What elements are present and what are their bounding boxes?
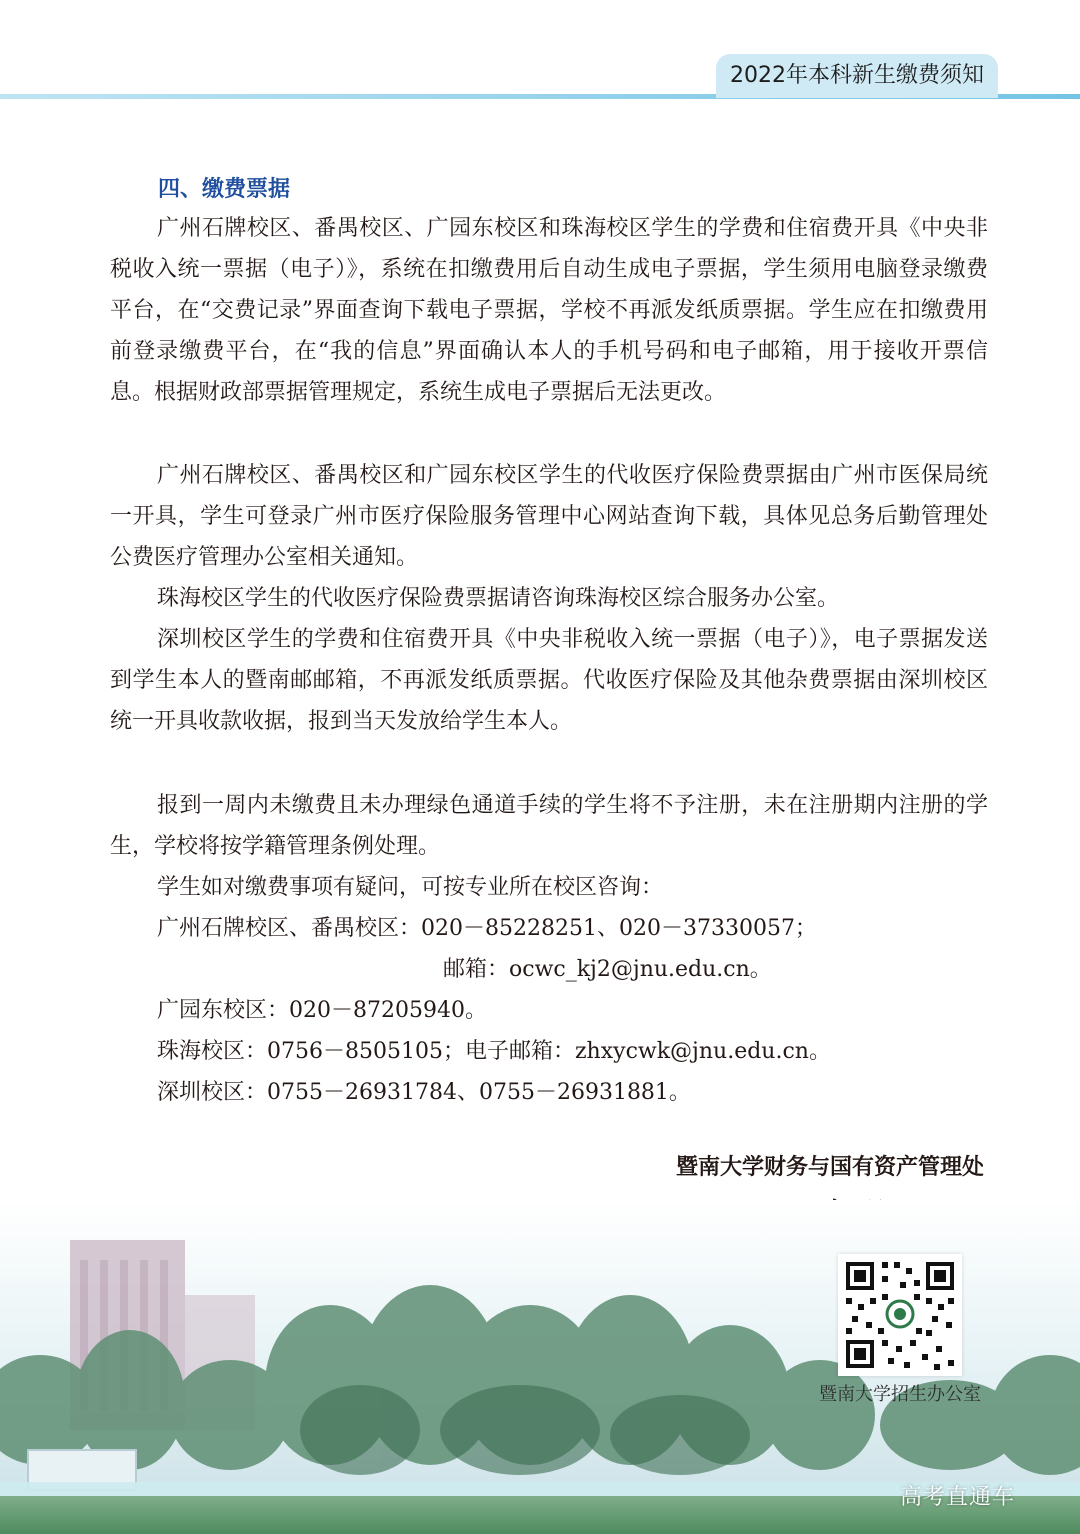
qr-code xyxy=(838,1254,962,1376)
paragraph-registration: 报到一周内未缴费且未办理绿色通道手续的学生将不予注册，未在注册期内注册的学生，学校将按学籍管理条例处理。 xyxy=(110,793,988,859)
contact-intro: 学生如对缴费事项有疑问，可按专业所在校区咨询： xyxy=(157,875,664,900)
qr-caption: 暨南大学招生办公室 xyxy=(819,1384,981,1405)
contact-zhuhai: 珠海校区：0756－8505105；电子邮箱：zhxycwk@jnu.edu.cn。 xyxy=(157,1039,831,1064)
contact-shenzhen: 深圳校区：0755－26931784、0755－26931881。 xyxy=(157,1080,691,1105)
contact-shipai-phone: 广州石牌校区、番禺校区：020－85228251、020－37330057； xyxy=(157,916,817,941)
section-title: 四、缴费票据 xyxy=(158,176,291,202)
watermark-text: 高考直通车 xyxy=(900,1485,1016,1510)
paragraph-shenzhen: 深圳校区学生的学费和住宿费开具《中央非税收入统一票据（电子）》，电子票据发送到学生本人的暨南邮邮箱，不再派发纸质票据。代收医疗保险及其他杂费票据由深圳校区统一开具收款收据，报到当天发放给学生本人。 xyxy=(110,627,988,734)
contact-guangyuan: 广园东校区：020－87205940。 xyxy=(157,998,487,1023)
signature-office: 暨南大学财务与国有资产管理处 xyxy=(675,1154,984,1180)
paragraph-invoice-main: 广州石牌校区、番禺校区、广园东校区和珠海校区学生的学费和住宿费开具《中央非税收入统一票据（电子）》，系统在扣缴费用后自动生成电子票据，学生须用电脑登录缴费平台，在“交费记录”界面查询下载电子票据，学校不再派发纸质票据。学生应在扣缴费用前登录缴费平台，在“我的信息”界面确认本人的手机号码和电子邮箱，用于接收开票信息。根据财政部票据管理规定，系统生成电子票据后无法更改。 xyxy=(110,216,988,405)
contact-shipai-email: 邮箱：ocwc_kj2@jnu.edu.cn。 xyxy=(443,957,772,982)
paragraph-medical-zhuhai: 珠海校区学生的代收医疗保险费票据请咨询珠海校区综合服务办公室。 xyxy=(157,586,840,611)
header-title-tab: 2022年本科新生缴费须知 xyxy=(716,54,998,98)
paragraph-medical-guangzhou: 广州石牌校区、番禺校区和广园东校区学生的代收医疗保险费票据由广州市医保局统一开具，学生可登录广州市医疗保险服务管理中心网站查询下载，具体见总务后勤管理处公费医疗管理办公室相关通知。 xyxy=(110,463,988,570)
